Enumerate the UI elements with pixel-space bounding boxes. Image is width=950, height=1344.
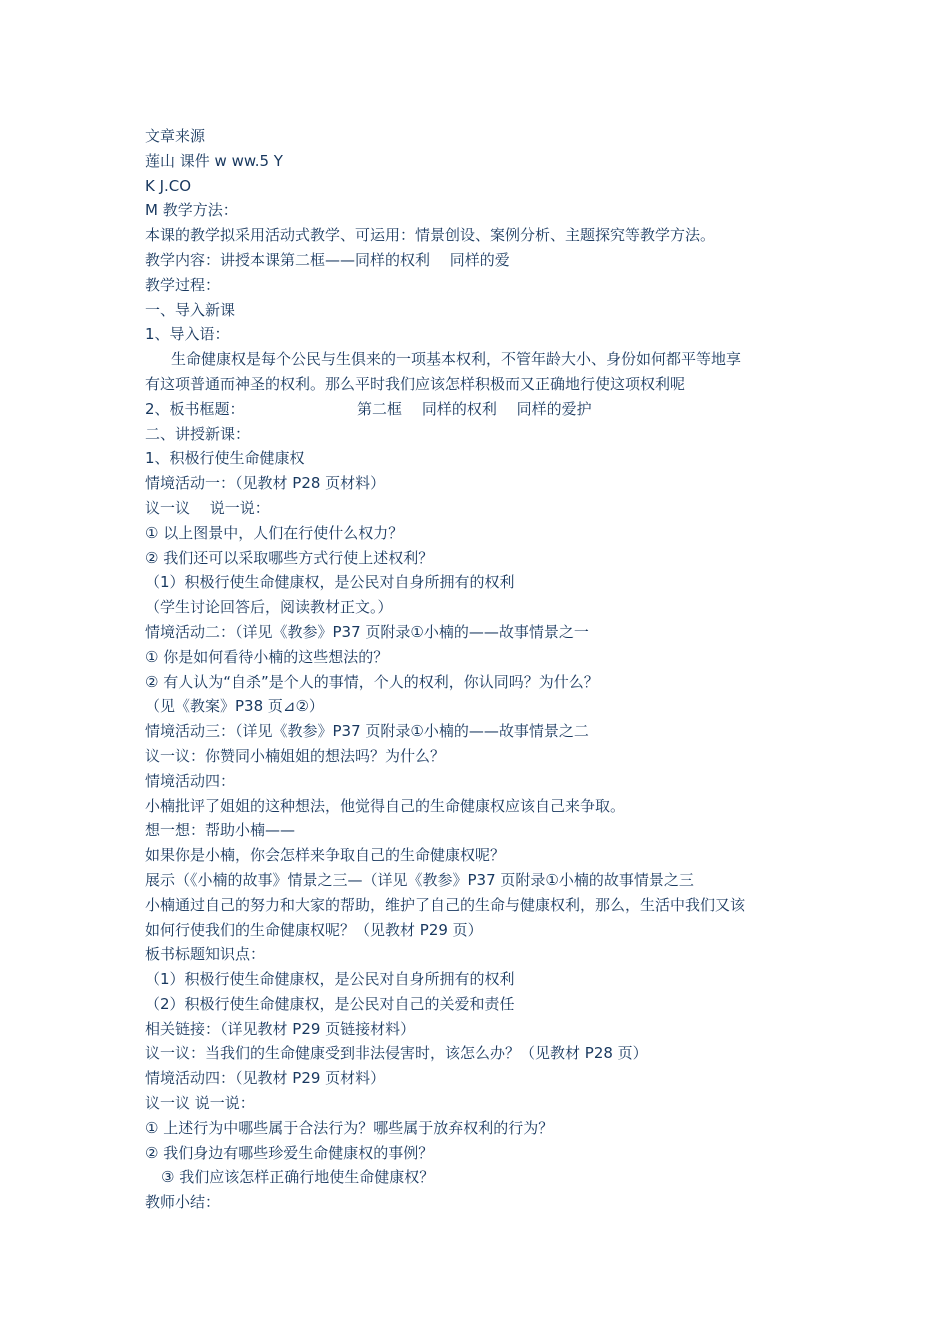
point-line: （2）积极行使生命健康权，是公民对自己的关爱和责任 [145,994,515,1013]
note-line: （见《教案》P38 页⊿②） [145,697,324,716]
question-line: ① 上述行为中哪些属于合法行为？哪些属于放弃权利的行为？ [145,1118,554,1137]
paragraph-line: 如何行使我们的生命健康权呢？（见教材 P29 页） [145,920,483,939]
subsection-heading: 1、积极行使生命健康权 [145,449,305,468]
knowledge-points-heading: 板书标题知识点： [145,945,266,964]
activity-line: 情境活动三：（详见《教参》P37 页附录①小楠的——故事情景之二 [145,722,589,741]
related-link-line: 相关链接：（详见教材 P29 页链接材料） [145,1019,416,1038]
discussion-line: 议一议 说一说： [145,498,270,517]
question-line: ① 你是如何看待小楠的这些想法的？ [145,647,389,666]
paragraph-line: 小楠通过自己的努力和大家的帮助，维护了自己的生命与健康权利，那么，生活中我们又该 [145,895,746,914]
point-line: （1）积极行使生命健康权，是公民对自身所拥有的权利 [145,573,515,592]
discussion-line: 议一议：你赞同小楠姐姐的想法吗？为什么？ [145,746,446,765]
paragraph-line: 小楠批评了姐姐的这种想法，他觉得自己的生命健康权应该自己来争取。 [145,796,626,815]
question-line: ③ 我们应该怎样正确行地使生命健康权？ [161,1168,435,1187]
paragraph-line: 生命健康权是每个公民与生俱来的一项基本权利，不管年龄大小、身份如何都平等地享 [171,350,742,369]
source-label: 文章来源 [145,127,206,145]
document-body [145,124,825,1215]
question-line: ② 我们还可以采取哪些方式行使上述权利？ [145,548,434,567]
activity-line: 展示（《小楠的故事》情景之三—（详见《教参》P37 页附录①小楠的故事情景之三 [145,870,694,889]
board-title: 2、板书框题： 第二框 同样的权利 同样的爱护 [145,399,592,418]
question-line: ② 我们身边有哪些珍爱生命健康权的事例？ [145,1143,434,1162]
activity-line: 情境活动四： [145,771,236,790]
point-line: （1）积极行使生命健康权，是公民对自身所拥有的权利 [145,970,515,989]
question-line: ① 以上图景中，人们在行使什么权力？ [145,523,404,542]
activity-line: 情境活动四：（见教材 P29 页材料） [145,1069,386,1088]
source-line-2: K J.CO [145,176,192,195]
section-heading: 二、讲授新课： [145,424,251,443]
teaching-method-heading: M 教学方法： [145,201,238,220]
source-line-1: 莲山 课件 w ww.5 Y [145,151,283,170]
discussion-line: 议一议：当我们的生命健康受到非法侵害时，该怎么办？（见教材 P28 页） [145,1044,648,1063]
teaching-method-text: 本课的教学拟采用活动式教学、可运用：情景创设、案例分析、主题探究等教学方法。 [145,226,716,245]
discussion-line: 想一想：帮助小楠—— [145,821,296,840]
subsection-heading: 1、导入语： [145,325,230,344]
teacher-summary-heading: 教师小结： [145,1193,221,1212]
question-line: ② 有人认为“自杀”是个人的事情，个人的权利，你认同吗？为什么？ [145,672,599,691]
activity-line: 情境活动二：（详见《教参》P37 页附录①小楠的——故事情景之一 [145,622,589,641]
activity-line: 情境活动一：（见教材 P28 页材料） [145,474,386,493]
discussion-line: 议一议 说一说： [145,1094,255,1113]
paragraph-line: 有这项普通而神圣的权利。那么平时我们应该怎样积极而又正确地行使这项权利呢 [145,374,686,393]
teaching-content: 教学内容：讲授本课第二框——同样的权利 同样的爱 [145,250,510,269]
question-line: 如果你是小楠，你会怎样来争取自己的生命健康权呢？ [145,846,506,865]
teaching-process-heading: 教学过程： [145,275,221,294]
note-line: （学生讨论回答后，阅读教材正文。） [145,598,393,617]
section-heading: 一、导入新课 [145,300,236,319]
